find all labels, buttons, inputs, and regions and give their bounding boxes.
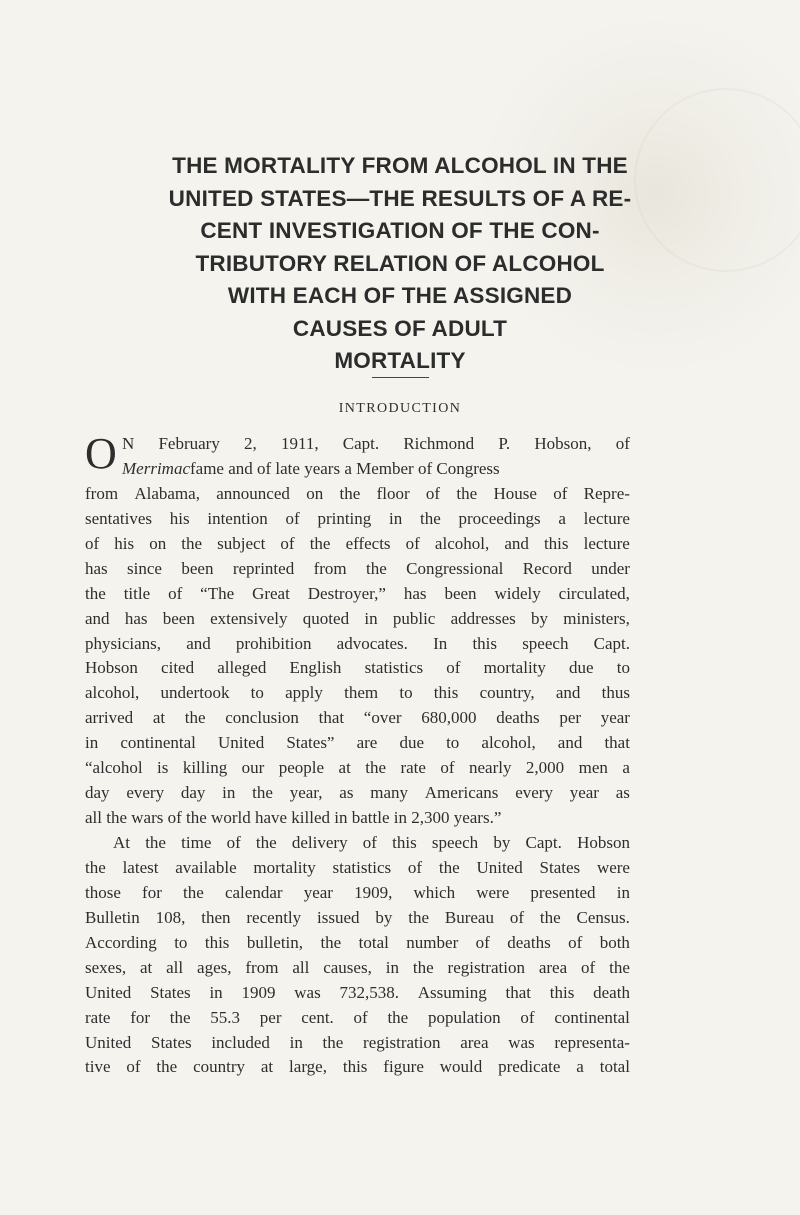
word: of [615, 434, 630, 453]
word: men [578, 758, 608, 778]
word: registration [363, 1032, 441, 1052]
word: alleged [217, 658, 267, 678]
word: at [338, 758, 351, 778]
paragraph-line [85, 607, 630, 632]
word: of [362, 833, 377, 852]
paragraph-line [85, 856, 630, 881]
word: In [433, 633, 448, 653]
word: of [285, 508, 300, 528]
word: them [344, 683, 379, 703]
word: our [241, 758, 265, 778]
word: causes, [323, 957, 372, 977]
word: has [403, 583, 427, 603]
word: due [569, 658, 594, 678]
word: of [126, 1057, 141, 1077]
paragraph-line [85, 931, 630, 956]
word: the [387, 1007, 409, 1027]
word: of [553, 483, 568, 503]
word: to [399, 683, 413, 703]
paragraph-line [85, 457, 630, 482]
drop-cap-lines [85, 432, 630, 482]
paragraph-line [85, 731, 630, 756]
word: on [149, 533, 167, 553]
word: of [509, 907, 524, 927]
word: every [126, 783, 165, 803]
word: printing [317, 508, 372, 528]
word: are [356, 733, 378, 753]
word: year [569, 783, 599, 803]
word: of [226, 833, 241, 852]
word: a [558, 508, 566, 528]
word: this [392, 833, 417, 852]
word: presented [530, 882, 596, 902]
word: thus [601, 683, 630, 703]
word: all [292, 957, 310, 977]
word: lecture [583, 508, 630, 528]
word: at [139, 957, 153, 977]
word: widely [494, 583, 541, 603]
word: every [515, 783, 553, 803]
word: and [186, 633, 211, 653]
word: and [504, 533, 529, 553]
word: United [85, 1032, 132, 1052]
word: Destroyer,” [307, 583, 386, 603]
word: 2, [244, 434, 257, 453]
word: announced [216, 483, 290, 503]
paragraph-line [85, 632, 630, 657]
word: bulletin, [246, 932, 304, 952]
word: of [440, 758, 455, 778]
word: Richmond [403, 434, 475, 453]
word: the [309, 533, 331, 553]
word: of [280, 533, 295, 553]
word: which [413, 882, 456, 902]
ship-name: Merrimac [122, 458, 190, 478]
word: alcohol, [481, 733, 536, 753]
paragraph-2 [85, 831, 630, 1080]
word: February [158, 434, 220, 453]
word: delivery [291, 833, 348, 852]
word: then [201, 907, 231, 927]
word: large, [289, 1057, 327, 1077]
paragraph-line [85, 981, 630, 1006]
word: the [412, 957, 434, 977]
word: in [616, 882, 630, 902]
word: of [425, 483, 441, 503]
word: Record [522, 558, 572, 578]
separator-rule [372, 377, 429, 378]
word: by [493, 833, 511, 852]
word: 1911, [280, 434, 319, 453]
title-line: THE MORTALITY FROM ALCOHOL IN THE [172, 153, 628, 178]
word: deaths [507, 932, 551, 952]
word: of [168, 583, 183, 603]
word: of [85, 533, 100, 553]
word: continental [120, 733, 196, 753]
word: of [407, 857, 423, 877]
word: the [156, 1057, 178, 1077]
word: speech [522, 633, 569, 653]
word: of [568, 932, 583, 952]
word: year [303, 882, 333, 902]
word: this [204, 932, 230, 952]
word: and [555, 683, 581, 703]
word: alcohol, [434, 533, 490, 553]
title-line: CAUSES OF ADULT [292, 315, 508, 341]
word: undertook [160, 683, 230, 703]
paragraph-line [85, 781, 630, 806]
word: from [245, 957, 279, 977]
word: the [408, 907, 429, 927]
word: N [122, 434, 135, 453]
word: mortality [483, 658, 546, 678]
word: all [166, 957, 184, 977]
word: United [476, 857, 523, 877]
second-line-text: fame and of late years a Member of Congress [189, 458, 500, 478]
word: Capt. [342, 434, 380, 453]
word: States [539, 857, 581, 877]
word: was [508, 1032, 535, 1052]
word: sexes, [85, 957, 127, 977]
word: Bureau [444, 907, 494, 927]
section-heading: INTRODUCTION [338, 401, 462, 416]
word: year [600, 708, 630, 728]
paragraph-line [85, 1031, 630, 1056]
word: extensively [210, 608, 288, 628]
word: Great [252, 583, 290, 603]
word: were [596, 857, 630, 877]
word: from [313, 558, 347, 578]
word: year, [289, 783, 323, 803]
word: of [520, 1007, 535, 1027]
word: and [557, 733, 583, 753]
paragraph-line [85, 507, 630, 532]
word: calendar [224, 882, 283, 902]
word: of [353, 1007, 368, 1027]
paragraph-line [85, 756, 630, 781]
word: would [439, 1057, 483, 1077]
paragraph-line [85, 482, 630, 507]
word: under [591, 558, 630, 578]
word: nearly [469, 758, 512, 778]
word: addresses [450, 608, 516, 628]
word: available [175, 857, 237, 877]
word: conclusion [225, 708, 299, 728]
word: in [364, 608, 378, 628]
word: a [576, 1057, 584, 1077]
paragraph-line [85, 656, 630, 681]
word: population [427, 1007, 501, 1027]
word: both [599, 932, 630, 952]
paragraph-line [85, 831, 630, 856]
word: the [320, 932, 342, 952]
word: apply [285, 683, 323, 703]
word: rate [400, 758, 426, 778]
word: those [85, 882, 121, 902]
word: Capt. [525, 833, 562, 852]
paragraph-line [85, 1006, 630, 1031]
paragraph-1 [85, 482, 630, 831]
word: registration [447, 957, 525, 977]
word: and [85, 608, 110, 628]
word: 1909, [354, 882, 393, 902]
article-body [85, 432, 630, 1080]
word: ages, [197, 957, 232, 977]
word: since [127, 558, 162, 578]
word: mortality [253, 857, 316, 877]
word: the [322, 1032, 344, 1052]
paragraph-line [85, 906, 630, 931]
word: 108, [155, 907, 186, 927]
word: the [438, 857, 460, 877]
paragraph-line [85, 582, 630, 607]
word: the [339, 483, 361, 503]
word: at [260, 1057, 274, 1077]
word: the [252, 783, 273, 803]
word: sentatives [85, 508, 153, 528]
word: reprinted [232, 558, 295, 578]
word: representa- [554, 1032, 630, 1052]
word: arrived [85, 708, 134, 728]
word: the [169, 1007, 191, 1027]
word: States” [286, 733, 335, 753]
word: as [615, 783, 630, 803]
title-line: TRIBUTORY RELATION OF ALCOHOL [195, 250, 605, 276]
paragraph-line [85, 681, 630, 706]
word: this [543, 533, 569, 553]
word: predicate [498, 1057, 561, 1077]
word: Census. [576, 907, 630, 927]
word: States [151, 1032, 192, 1052]
word: physicians, [85, 633, 162, 653]
word: effects [345, 533, 391, 553]
word: rate [85, 1007, 111, 1027]
word: to [174, 932, 188, 952]
paragraph-line [85, 532, 630, 557]
word: the [184, 708, 206, 728]
word: United [217, 733, 265, 753]
word: area [538, 957, 568, 977]
word: that [505, 982, 532, 1002]
word: speech [431, 833, 479, 852]
paragraph-line [85, 881, 630, 906]
word: this [433, 683, 459, 703]
word: in [289, 1032, 303, 1052]
word: of [446, 658, 461, 678]
word: to [446, 733, 460, 753]
word: statistics [364, 658, 424, 678]
word: the [145, 833, 166, 852]
word: House [493, 483, 537, 503]
word: the [85, 857, 106, 877]
word: Alabama, [134, 483, 200, 503]
word: statistics [332, 857, 392, 877]
title-line: UNITED STATES—THE RESULTS OF A RE- [168, 185, 632, 211]
document-title [74, 150, 726, 378]
paragraph-line [85, 706, 630, 731]
word: Hobson [85, 658, 138, 678]
word: been [162, 608, 195, 628]
word: issued [317, 907, 360, 927]
word: Congressional [406, 558, 504, 578]
word: of [581, 957, 596, 977]
word: his [169, 508, 190, 528]
title-line: CENT INVESTIGATION OF THE CON- [200, 218, 600, 243]
word: the [420, 508, 441, 528]
word: the [456, 483, 478, 503]
word: per [259, 1007, 282, 1027]
word: been [181, 558, 214, 578]
word: P. [498, 434, 511, 453]
word: “alcohol [85, 758, 143, 778]
word: “over [363, 708, 402, 728]
word: were [476, 882, 510, 902]
word: circulated, [558, 583, 630, 603]
word: a [622, 758, 630, 778]
word: the [539, 907, 561, 927]
word: alcohol, [85, 683, 140, 703]
word: to [616, 658, 630, 678]
word: floor [376, 483, 410, 503]
word: the [365, 558, 387, 578]
word: 1909 [241, 982, 276, 1002]
word: At [113, 833, 130, 852]
word: deaths [496, 708, 540, 728]
word: by [375, 907, 393, 927]
word: is [157, 758, 169, 778]
word: many [370, 783, 409, 803]
word: quoted [302, 608, 350, 628]
word: Assuming [417, 982, 487, 1002]
word: the [609, 957, 630, 977]
word: due [399, 733, 424, 753]
word: recently [246, 907, 302, 927]
word: latest [122, 857, 159, 877]
word: the [255, 833, 277, 852]
word: “The [200, 583, 235, 603]
word: 732,538. [339, 982, 399, 1002]
word: subject [217, 533, 266, 553]
word: 680,000 [421, 708, 477, 728]
word: that [604, 733, 630, 753]
word: been [444, 583, 477, 603]
word: intention [207, 508, 268, 528]
word: According [85, 932, 157, 952]
paragraph-line: all the wars of the world have killed in battle in 2,300 years.” [85, 808, 502, 828]
word: for [142, 882, 162, 902]
word: proceedings [458, 508, 541, 528]
word: Hobson [577, 833, 630, 852]
word: in [385, 957, 399, 977]
word: included [211, 1032, 270, 1052]
word: the [365, 758, 387, 778]
word: Capt. [593, 633, 630, 653]
word: Bulletin [85, 907, 140, 927]
word: Hobson, [534, 434, 592, 453]
word: 55.3 [210, 1007, 241, 1027]
word: public [392, 608, 436, 628]
word: day [180, 783, 206, 803]
word: for [130, 1007, 151, 1027]
paragraph-line [85, 557, 630, 582]
word: title [123, 583, 151, 603]
title-line: MORTALITY [334, 348, 466, 373]
word: his [114, 533, 135, 553]
word: tive [85, 1057, 111, 1077]
word: the [85, 583, 106, 603]
word: continental [554, 1007, 630, 1027]
word: total [599, 1057, 630, 1077]
word: time [181, 833, 212, 852]
word: advocates. [336, 633, 408, 653]
word: the [183, 882, 204, 902]
word: 2,000 [525, 758, 565, 778]
word: in [85, 733, 99, 753]
word: by [531, 608, 549, 628]
word: this [549, 982, 575, 1002]
word: has [124, 608, 148, 628]
word: at [152, 708, 166, 728]
word: country [193, 1057, 246, 1077]
word: area [460, 1032, 489, 1052]
word: total [358, 932, 389, 952]
word: this [472, 633, 498, 653]
word: cent. [301, 1007, 334, 1027]
word: has [85, 558, 108, 578]
word: from [85, 483, 119, 503]
word: number [406, 932, 459, 952]
word: the [181, 533, 203, 553]
paragraph-line [85, 1055, 630, 1080]
paragraph-line [85, 956, 630, 981]
word: as [339, 783, 354, 803]
word: States [150, 982, 191, 1002]
word: per [559, 708, 582, 728]
word: Repre- [583, 483, 630, 503]
word: country, [479, 683, 535, 703]
word: people [278, 758, 325, 778]
word: that [318, 708, 345, 728]
word: in [222, 783, 236, 803]
word: lecture [583, 533, 630, 553]
word: ministers, [563, 608, 630, 628]
word: in [209, 982, 223, 1002]
title-line: WITH EACH OF THE ASSIGNED [227, 283, 573, 308]
word: prohibition [235, 633, 312, 653]
word: of [405, 533, 420, 553]
word: on [306, 483, 324, 503]
paragraph-line [85, 432, 630, 457]
word: was [294, 982, 321, 1002]
word: of [475, 932, 490, 952]
word: death [593, 982, 630, 1002]
word: United [85, 982, 132, 1002]
word: day [85, 783, 110, 803]
word: killing [182, 758, 228, 778]
word: English [289, 658, 342, 678]
word: in [389, 508, 403, 528]
word: figure [383, 1057, 424, 1077]
drop-cap: O [85, 429, 117, 478]
word: this [342, 1057, 368, 1077]
word: cited [161, 658, 195, 678]
word: to [250, 683, 264, 703]
word: Americans [424, 783, 499, 803]
